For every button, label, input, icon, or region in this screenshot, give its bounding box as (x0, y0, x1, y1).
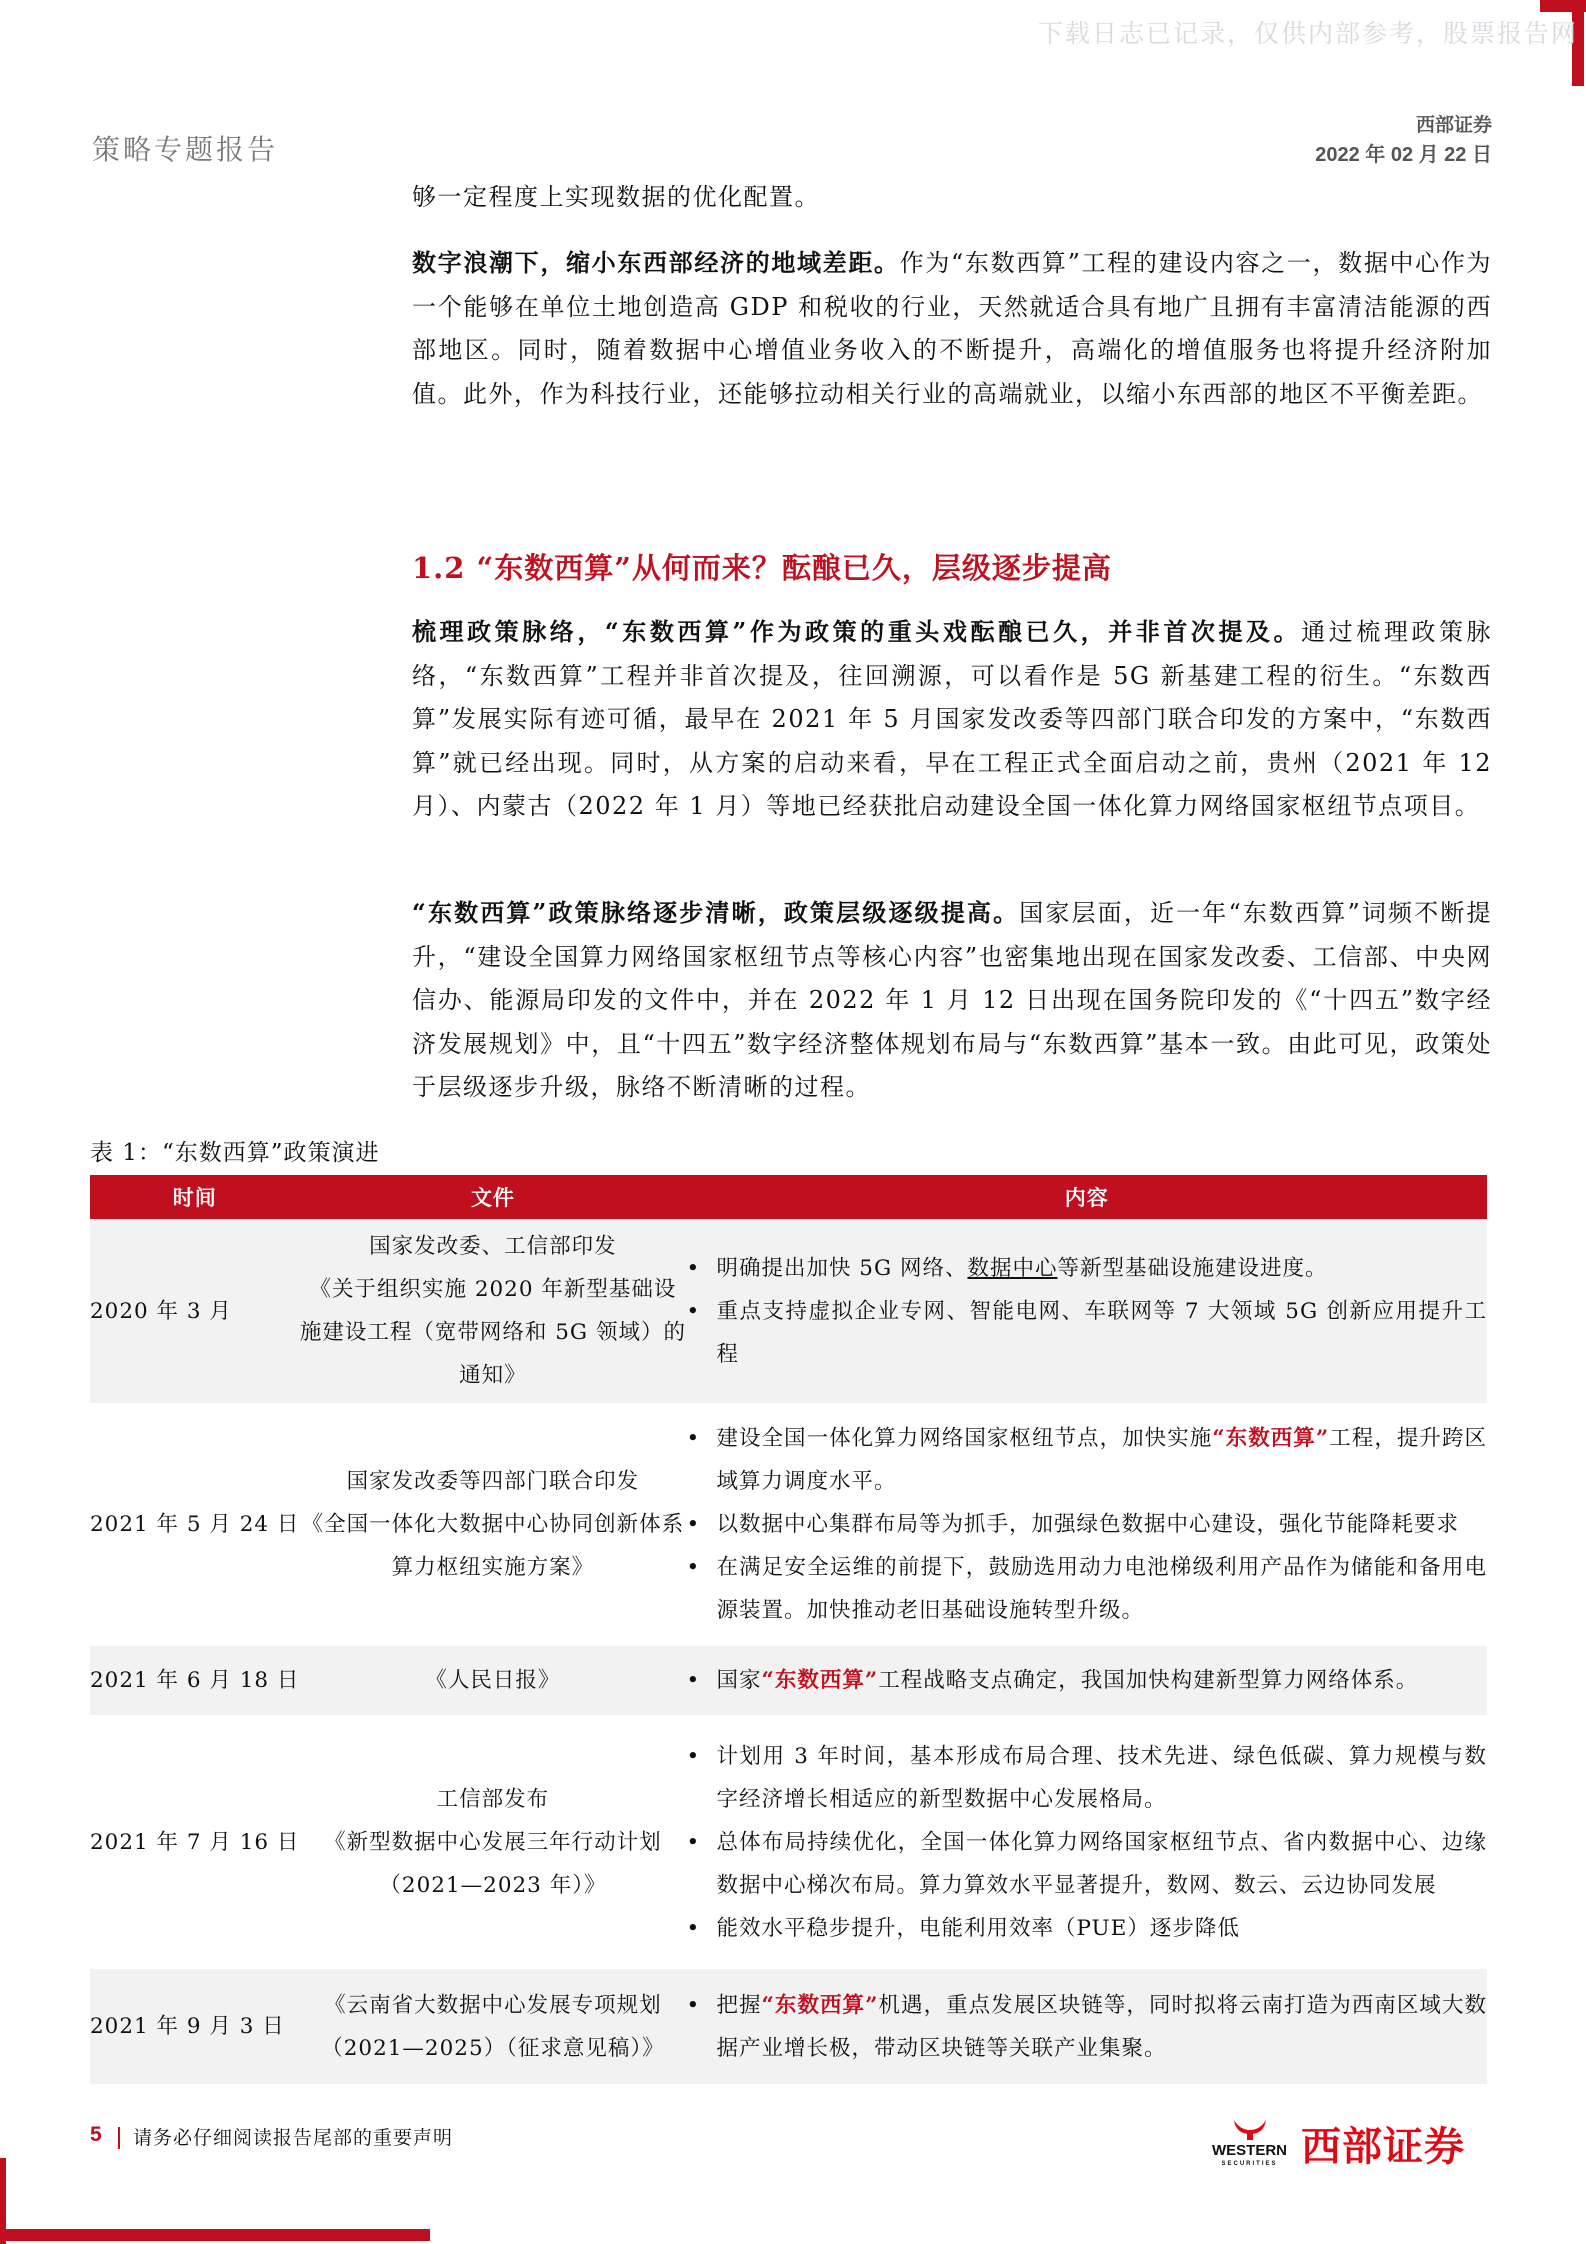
file-line: 工信部发布 (436, 1786, 550, 1812)
text-segment: 等新型基础设施建设进度。 (1057, 1255, 1328, 1281)
highlight-term: “东数西算” (1212, 1426, 1330, 1451)
paragraph-lead: 梳理政策脉络，“东数西算”作为政策的重头戏酝酿已久，并非首次提及。 (412, 617, 1302, 646)
company-logo (1212, 2118, 1465, 2167)
corner-decoration-bottom (0, 2229, 430, 2241)
text-segment: 机遇，重点发展区块链等，同时拟将云南打造为西南区域大数据产业增长极，带动区块链等关联产业集聚。 (716, 1992, 1487, 2061)
paragraph-body: 国家层面，近一年“东数西算”词频不断提升，“建设全国算力网络国家枢纽节点等核心内容”也密集地出现在国家发改委、工信部、中央网信办、能源局印发的文件中，并在 2022 年 1 月 12 日出现在国务院印发的《“十四五”数字经济发展规划》中，且“十四五”数字经济整体规划布局与“东数西算”基本一致。由此可见，政策处于层级逐步升级，脉络不断清晰的过程。 (412, 899, 1492, 1102)
paragraph-body: 通过梳理政策脉络，“东数西算”工程并非首次提及，往回溯源，可以看作是 5G 新基建工程的衍生。“东数西算”发展实际有迹可循，最早在 2021 年 5 月国家发改委等四部门联合印发的方案中，“东数西算”就已经出现。同时，从方案的启动来看，早在工程正式全面启动之前，贵州（2021 年 12 月）、内蒙古（2022 年 1 月）等地已经获批启动建设全国一体化算力网络国家枢纽节点项目。 (412, 618, 1493, 821)
header-file: 文件 (299, 1175, 686, 1219)
cell-content (686, 1646, 1487, 1715)
text-segment: 总体布局持续优化，全国一体化算力网络国家枢纽节点、省内数据中心、边缘数据中心梯次布局。算力算效水平显著提升，数网、数云、云边协同发展 (716, 1829, 1487, 1898)
cell-content (686, 1219, 1487, 1403)
content-bullet (686, 1290, 1487, 1376)
paragraph-3 (412, 891, 1492, 1110)
text-segment: 重点支持虚拟企业专网、智能电网、车联网等 7 大领域 5G 创新应用提升工程 (716, 1298, 1487, 1367)
table-header-row (90, 1175, 1487, 1219)
file-line: 《人民日报》 (425, 1668, 561, 1693)
text-segment: 明确提出加快 5G 网络、 (716, 1255, 968, 1281)
section-heading: 1.2 “东数西算”从何而来？酝酿已久，层级逐步提高 (412, 551, 1112, 585)
cell-file (299, 1403, 686, 1646)
cell-time: 2020 年 3 月 (90, 1219, 299, 1403)
table-row (90, 1403, 1487, 1646)
header-content: 内容 (686, 1175, 1487, 1219)
bull-horns-icon (1230, 2118, 1270, 2140)
table-row (90, 1715, 1487, 1969)
watermark: 下载日志已记录，仅供内部参考，股票报告网 (1037, 19, 1578, 48)
underlined-term: 数据中心 (967, 1255, 1058, 1281)
cell-content (686, 1969, 1487, 2084)
paragraph-body: 作为“东数西算”工程的建设内容之一，数据中心作为一个能够在单位土地创造高 GDP 和税收的行业，天然就适合具有地广且拥有丰富清洁能源的西部地区。同时，随着数据中心增值业务收入的不断提升，高端化的增值服务也将提升经济附加值。此外，作为科技行业，还能够拉动相关行业的高端就业，以缩小东西部的地区不平衡差距。 (412, 249, 1493, 408)
file-line: 国家发改委等四部门联合印发 (346, 1469, 640, 1494)
text-segment: 工程，提升跨区域算力调度水平。 (716, 1426, 1487, 1494)
cell-content (686, 1403, 1487, 1646)
file-line: 《云南省大数据中心发展专项规划（2021—2025）（征求意见稿）》 (321, 1992, 665, 2061)
text-segment: 能效水平稳步提升，电能利用效率（PUE）逐步降低 (716, 1915, 1240, 1941)
highlight-term: “东数西算” (761, 1668, 879, 1693)
file-line: 国家发改委、工信部印发 (369, 1234, 617, 1259)
policy-table (90, 1175, 1487, 2084)
cell-time: 2021 年 9 月 3 日 (90, 1969, 299, 2084)
content-bullet (686, 1503, 1487, 1546)
content-bullet (686, 1659, 1487, 1702)
text-segment: 国家 (716, 1668, 762, 1693)
content-bullet (686, 1821, 1487, 1907)
text-segment: 把握 (716, 1992, 762, 2018)
paragraph-1 (412, 241, 1492, 416)
company-name: 西部证券 (1415, 114, 1492, 136)
text-segment: 以数据中心集群布局等为抓手，加强绿色数据中心建设，强化节能降耗要求 (716, 1512, 1459, 1537)
report-date: 2022 年 02 月 22 日 (1315, 144, 1492, 166)
cell-file (299, 1969, 686, 2084)
logo-chinese: 西部证券 (1301, 2125, 1465, 2169)
logo-english: WESTERN SECURITIES (1212, 2118, 1287, 2167)
content-bullet (686, 1984, 1487, 2070)
cell-file (299, 1715, 686, 1969)
paragraph-lead: “东数西算”政策脉络逐步清晰，政策层级逐级提高。 (412, 898, 1020, 927)
cell-time: 2021 年 6 月 18 日 (90, 1646, 299, 1715)
header-time: 时间 (90, 1175, 299, 1219)
text-segment: 计划用 3 年时间，基本形成布局合理、技术先进、绿色低碳、算力规模与数字经济增长相适应的新型数据中心发展格局。 (716, 1743, 1487, 1812)
cell-time: 2021 年 7 月 16 日 (90, 1829, 300, 1855)
content-bullet (686, 1417, 1487, 1503)
cell-time: 2021 年 5 月 24 日 (90, 1512, 300, 1537)
file-line: 《关于组织实施 2020 年新型基础设施建设工程（宽带网络和 5G 领域）的通知》 (299, 1277, 686, 1388)
content-bullet (686, 1546, 1487, 1632)
content-bullet (686, 1735, 1487, 1821)
table-row (90, 1646, 1487, 1715)
text-segment: 建设全国一体化算力网络国家枢纽节点，加快实施 (716, 1426, 1213, 1451)
intro-line (412, 176, 1492, 220)
table-caption: 表 1：“东数西算”政策演进 (90, 1140, 380, 1166)
text-segment: 在满足安全运维的前提下，鼓励选用动力电池梯级利用产品作为储能和备用电源装置。加快推动老旧基础设施转型升级。 (716, 1555, 1487, 1623)
table-row (90, 1969, 1487, 2084)
cell-file (299, 1219, 686, 1403)
paragraph-2 (412, 610, 1492, 829)
file-line: 《新型数据中心发展三年行动计划（2021—2023 年）》 (324, 1829, 662, 1898)
document-type: 策略专题报告 (92, 133, 279, 166)
footer-divider (118, 2127, 120, 2149)
footer-notice: 请务必仔细阅读报告尾部的重要声明 (133, 2127, 454, 2149)
cell-file (299, 1646, 686, 1715)
content-bullet (686, 1247, 1487, 1290)
highlight-term: “东数西算” (761, 1992, 879, 2018)
table-row (90, 1219, 1487, 1403)
paragraph-lead: 数字浪潮下，缩小东西部经济的地域差距。 (412, 248, 900, 277)
cell-content (686, 1715, 1487, 1969)
text-segment: 工程战略支点确定，我国加快构建新型算力网络体系。 (878, 1668, 1419, 1693)
page-number: 5 (90, 2123, 102, 2146)
file-line: 《全国一体化大数据中心协同创新体系算力枢纽实施方案》 (301, 1512, 685, 1580)
content-bullet (686, 1907, 1487, 1950)
paragraph: 够一定程度上实现数据的优化配置。 (412, 183, 820, 211)
